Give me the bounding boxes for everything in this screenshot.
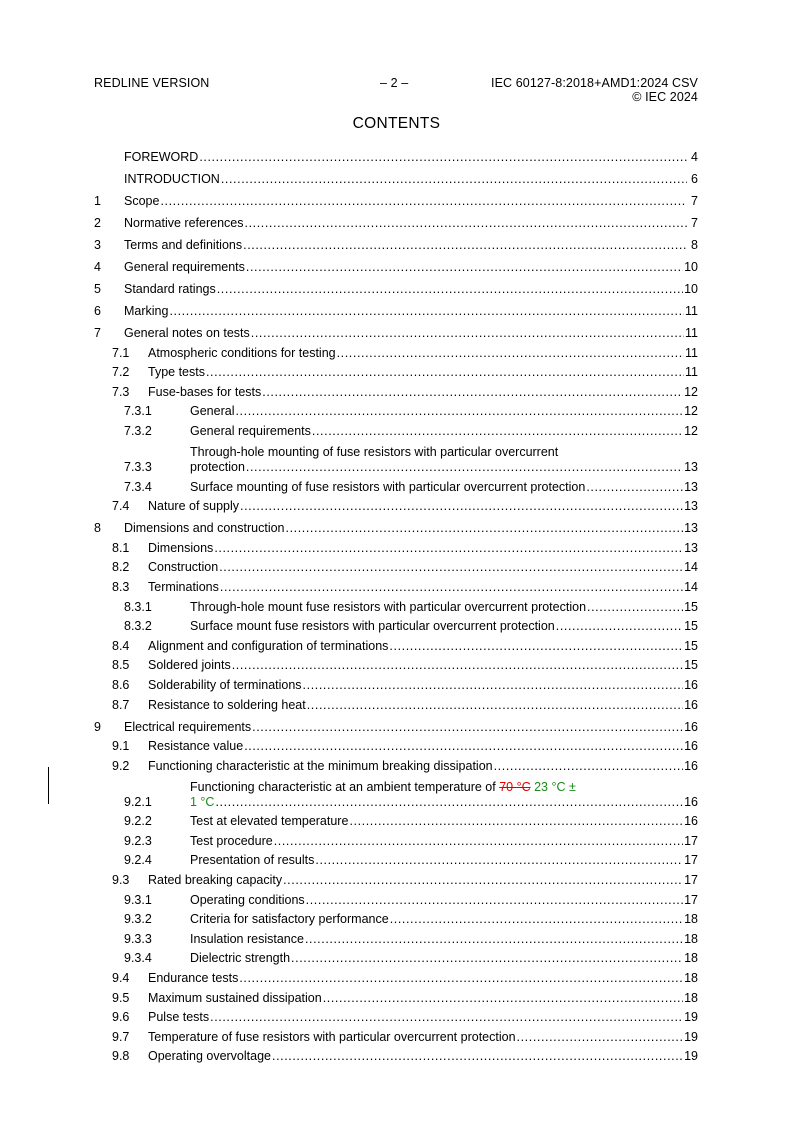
toc-entry-number: 9.3.2 [124,912,152,927]
toc-entry-title: Insulation resistance [190,931,304,946]
toc-entry-title: Electrical requirements [124,719,252,734]
toc-leader-dots [315,853,683,868]
toc-entry-number: 9.4 [112,971,130,986]
inserted-text: 23 °C ± [530,779,576,794]
table-of-contents [94,145,698,1066]
header-copyright: © IEC 2024 [632,90,698,104]
toc-entry[interactable] [94,617,698,637]
toc-entry[interactable] [94,890,698,910]
toc-entry-title: Resistance to soldering heat [148,697,306,712]
toc-entry-title-continued: protection [190,459,245,474]
toc-entry-page: 18 [684,931,698,946]
toc-entry-page: 7 [691,194,698,208]
toc-leader-dots [307,698,683,713]
toc-entry-title: FOREWORD [124,150,199,164]
toc-leader-dots [206,365,684,380]
toc-entry-title: Endurance tests [148,971,239,986]
toc-leader-dots [245,216,688,231]
toc-entry-number: 6 [94,304,101,318]
toc-leader-dots [283,873,683,888]
toc-entry-number: 4 [94,260,101,274]
toc-entry-page: 16 [684,758,698,773]
toc-entry-title: Type tests [148,365,205,380]
toc-leader-dots [235,404,683,419]
toc-leader-dots [586,480,683,495]
toc-entry[interactable] [94,1008,698,1028]
toc-leader-dots [303,678,684,693]
toc-entry-page: 11 [685,345,698,360]
toc-entry-title: Pulse tests [148,1010,210,1025]
toc-entry[interactable] [94,189,698,211]
toc-entry-page: 6 [691,172,698,186]
toc-leader-dots [323,991,683,1006]
toc-entry-title: Maximum sustained dissipation [148,990,322,1005]
toc-entry[interactable] [94,277,698,299]
toc-entry-number: 7.1 [112,345,130,360]
toc-entry-title: Functioning characteristic at the minimum breaking dissipation [148,758,493,773]
toc-entry-title: Test at elevated temperature [190,814,349,829]
toc-leader-dots [274,834,683,849]
toc-leader-dots [556,619,683,634]
toc-entry-title: Dimensions and construction [124,521,285,536]
toc-entry-page: 16 [684,697,698,712]
toc-entry-title: Solderability of terminations [148,677,302,692]
toc-entry[interactable] [94,421,698,441]
toc-entry-number: 9.8 [112,1049,130,1064]
toc-entry-page: 16 [684,677,698,692]
toc-entry-page: 12 [684,423,698,438]
toc-entry[interactable] [94,1047,698,1067]
toc-entry-page: 18 [684,971,698,986]
toc-entry[interactable] [94,497,698,517]
toc-leader-dots [240,499,683,514]
toc-entry[interactable] [94,695,698,715]
toc-entry-number: 9.2.1 [124,794,152,809]
toc-entry[interactable] [94,558,698,578]
toc-entry-page: 15 [684,619,698,634]
toc-entry-number: 9.2.4 [124,853,152,868]
toc-entry-number: 7.3.4 [124,479,152,494]
toc-entry-title: Criteria for satisfactory performance [190,912,389,927]
toc-entry-title: Presentation of results [190,853,315,868]
page-title: CONTENTS [352,115,441,132]
toc-leader-dots [262,385,683,400]
toc-entry-title: Normative references [124,216,244,230]
toc-entry-number: 2 [94,216,101,230]
toc-leader-dots [232,658,683,673]
toc-leader-dots [239,971,683,986]
toc-entry-title: Terms and definitions [124,238,243,252]
toc-entry-number: 9.3 [112,873,130,888]
toc-leader-dots [246,460,683,475]
toc-entry-page: 19 [684,1010,698,1025]
toc-leader-dots [494,759,683,774]
toc-entry-page: 14 [684,579,698,594]
toc-entry[interactable] [94,363,698,383]
toc-entry[interactable] [94,477,698,497]
toc-leader-dots [587,600,683,615]
toc-entry-number: 9.3.3 [124,931,152,946]
toc-entry-title: Construction [148,560,219,575]
toc-entry[interactable] [94,737,698,757]
toc-entry-number: 8.3 [112,579,130,594]
toc-entry-page: 14 [684,560,698,575]
toc-entry-number: 8.3.1 [124,599,152,614]
toc-entry-page: 18 [684,912,698,927]
toc-entry[interactable] [94,167,698,189]
header-page-number: – 2 – [380,76,409,90]
toc-entry[interactable] [94,233,698,255]
toc-entry-page: 16 [684,794,698,809]
toc-entry[interactable] [94,577,698,597]
toc-entry-title: Scope [124,194,160,208]
toc-entry-title: Temperature of fuse resistors with particular overcurrent protection [148,1029,516,1044]
toc-entry-number: 5 [94,282,101,296]
toc-entry-page: 7 [691,216,698,230]
toc-entry[interactable] [94,831,698,851]
toc-leader-dots [219,560,683,575]
toc-entry[interactable] [94,441,698,477]
toc-entry-number: 9.3.4 [124,951,152,966]
toc-entry-number: 8.7 [112,697,130,712]
toc-entry-title: Surface mounting of fuse resistors with particular overcurrent protection [190,479,586,494]
toc-entry-page: 18 [684,990,698,1005]
toc-entry-page: 16 [684,719,698,734]
toc-entry-title: Rated breaking capacity [148,873,283,888]
toc-leader-dots [160,194,687,209]
toc-leader-dots [251,326,684,341]
toc-entry[interactable] [94,299,698,321]
toc-entry-title: Resistance value [148,739,244,754]
toc-entry-page: 10 [684,260,698,274]
toc-entry-page: 19 [684,1029,698,1044]
toc-entry-page: 17 [684,873,698,888]
toc-entry-title: Standard ratings [124,282,216,296]
toc-entry-page: 19 [684,1049,698,1064]
toc-entry-page: 17 [684,853,698,868]
toc-entry-page: 13 [684,540,698,555]
toc-entry-page: 16 [684,739,698,754]
toc-entry[interactable] [94,776,698,812]
toc-entry[interactable] [94,597,698,617]
toc-entry[interactable] [94,1027,698,1047]
toc-entry-page: 12 [684,384,698,399]
toc-entry-number: 9.5 [112,990,130,1005]
toc-entry-number: 7 [94,326,101,340]
toc-entry-number: 7.4 [112,499,130,514]
toc-leader-dots [244,739,683,754]
toc-leader-dots [217,282,683,297]
toc-entry-number: 8.3.2 [124,619,152,634]
toc-leader-dots [389,639,683,654]
toc-entry-number: 7.3 [112,384,130,399]
toc-entry-title: Atmospheric conditions for testing [148,345,336,360]
toc-leader-dots [215,795,683,810]
header-standard-id: IEC 60127-8:2018+AMD1:2024 CSV [491,76,698,90]
toc-entry-title: Marking [124,304,169,318]
toc-entry[interactable] [94,402,698,422]
toc-entry-title: Dimensions [148,540,214,555]
toc-entry-number: 9.2 [112,758,130,773]
toc-entry-title: Fuse-bases for tests [148,384,262,399]
toc-entry-page: 16 [684,814,698,829]
toc-entry-page: 13 [684,499,698,514]
toc-leader-dots [306,893,683,908]
toc-entry-page: 15 [684,599,698,614]
toc-entry-number: 9.2.2 [124,814,152,829]
toc-entry-number: 8.5 [112,658,130,673]
toc-entry-title: General notes on tests [124,326,250,340]
toc-entry-title: Soldered joints [148,658,231,673]
toc-leader-dots [337,346,684,361]
toc-entry-title: Surface mount fuse resistors with particular overcurrent protection [190,619,555,634]
toc-leader-dots [305,932,683,947]
toc-entry[interactable] [94,636,698,656]
toc-entry-title: General requirements [124,260,245,274]
toc-entry-title: General [190,404,235,419]
toc-entry-page: 13 [684,459,698,474]
toc-entry-number: 7.3.2 [124,423,152,438]
toc-entry[interactable] [94,851,698,871]
toc-leader-dots [210,1010,683,1025]
toc-leader-dots [199,150,687,165]
toc-entry-number: 9.1 [112,739,130,754]
toc-leader-dots [286,521,684,536]
toc-leader-dots [221,172,687,187]
toc-entry-page: 13 [684,479,698,494]
toc-leader-dots [246,260,683,275]
toc-entry-number: 9 [94,719,101,734]
header-left: REDLINE VERSION [94,76,210,90]
header-right [491,76,698,104]
toc-entry-number: 1 [94,194,101,208]
toc-entry[interactable] [94,255,698,277]
deleted-text: 70 °C [499,779,531,794]
toc-entry-page: 11 [685,365,698,380]
toc-entry[interactable] [94,715,698,737]
toc-entry[interactable] [94,343,698,363]
toc-leader-dots [390,912,683,927]
toc-entry-page: 15 [684,658,698,673]
change-bar [48,767,49,804]
toc-entry[interactable] [94,516,698,538]
toc-entry-title: General requirements [190,423,311,438]
toc-entry-title: Operating conditions [190,892,305,907]
toc-leader-dots [349,814,683,829]
toc-entry[interactable] [94,321,698,343]
toc-entry[interactable] [94,675,698,695]
toc-entry-number: 9.3.1 [124,892,152,907]
toc-entry-page: 4 [691,150,698,164]
toc-entry-number: 8.1 [112,540,130,555]
toc-entry-page: 18 [684,951,698,966]
toc-entry-number: 9.2.3 [124,833,152,848]
toc-entry-page: 17 [684,833,698,848]
toc-entry[interactable] [94,756,698,776]
toc-entry-number: 8.4 [112,638,130,653]
toc-entry-number: 3 [94,238,101,252]
toc-entry-title: Alignment and configuration of terminations [148,638,389,653]
toc-entry-number: 9.7 [112,1029,130,1044]
toc-entry-number: 7.3.3 [124,459,152,474]
toc-entry[interactable] [94,949,698,969]
toc-leader-dots [291,951,683,966]
toc-entry[interactable] [94,968,698,988]
toc-entry-number: 8.2 [112,560,130,575]
toc-entry-title: Terminations [148,579,219,594]
toc-entry[interactable] [94,812,698,832]
toc-entry-page: 17 [684,892,698,907]
toc-entry-number: 7.2 [112,365,130,380]
toc-entry-title: Test procedure [190,833,273,848]
toc-entry-page: 10 [684,282,698,296]
toc-entry-number: 8.6 [112,677,130,692]
inserted-text: 1 °C [190,794,215,809]
toc-entry-page: 13 [684,521,698,536]
toc-entry[interactable] [94,211,698,233]
toc-entry[interactable] [94,929,698,949]
toc-leader-dots [272,1049,683,1064]
toc-entry-title: Through-hole mounting of fuse resistors with particular overcurrent [190,444,559,459]
toc-leader-dots [243,238,687,253]
toc-leader-dots [169,304,684,319]
toc-entry-title: Operating overvoltage [148,1049,271,1064]
toc-leader-dots [312,424,683,439]
toc-entry[interactable] [94,988,698,1008]
toc-entry-title: INTRODUCTION [124,172,220,186]
toc-entry-title: Dielectric strength [190,951,291,966]
toc-entry-number: 9.6 [112,1010,130,1025]
toc-leader-dots [214,541,683,556]
toc-entry-title: Functioning characteristic at an ambient temperature of [190,779,500,794]
toc-entry-page: 11 [685,304,698,318]
toc-leader-dots [220,580,683,595]
toc-entry-page: 12 [684,404,698,419]
toc-entry-page: 11 [685,326,698,340]
toc-entry-number: 7.3.1 [124,404,152,419]
toc-entry[interactable] [94,870,698,890]
toc-entry[interactable] [94,145,698,167]
toc-entry-title: Through-hole mount fuse resistors with particular overcurrent protection [190,599,587,614]
toc-entry-page: 15 [684,638,698,653]
toc-entry[interactable] [94,538,698,558]
toc-entry-title: Nature of supply [148,499,240,514]
toc-entry-page: 8 [691,238,698,252]
toc-leader-dots [252,720,683,735]
toc-entry[interactable] [94,910,698,930]
toc-entry[interactable] [94,382,698,402]
toc-entry[interactable] [94,656,698,676]
toc-leader-dots [517,1030,684,1045]
toc-entry-number: 8 [94,521,101,536]
